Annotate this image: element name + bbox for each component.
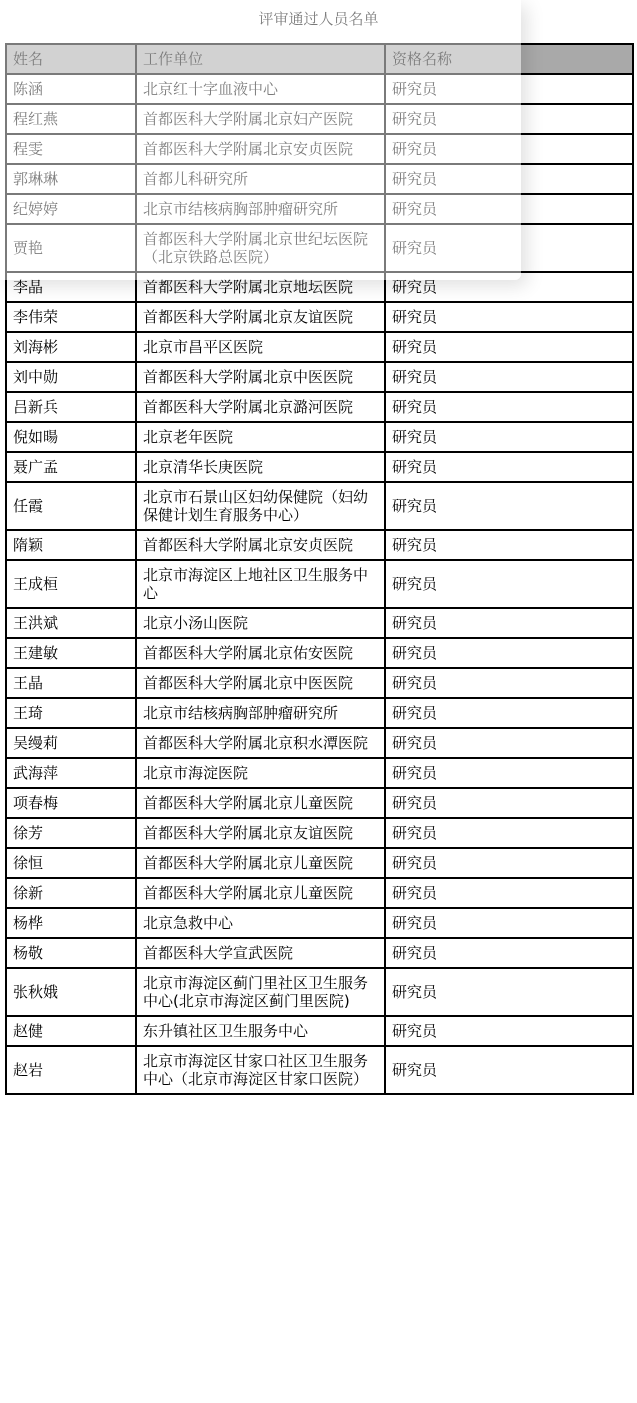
cell-qualification: 研究员 <box>385 164 633 194</box>
cell-name: 徐新 <box>6 878 136 908</box>
cell-unit: 首都医科大学附属北京友谊医院 <box>136 818 385 848</box>
cell-unit: 首都医科大学附属北京儿童医院 <box>136 788 385 818</box>
cell-unit: 北京小汤山医院 <box>136 608 385 638</box>
cell-name: 王成桓 <box>6 560 136 608</box>
cell-qualification: 研究员 <box>385 1016 633 1046</box>
cell-unit: 首都医科大学附属北京地坛医院 <box>136 272 385 302</box>
cell-unit: 首都医科大学附属北京友谊医院 <box>136 302 385 332</box>
cell-name: 赵岩 <box>6 1046 136 1094</box>
table-row <box>6 392 633 422</box>
table-row <box>6 638 633 668</box>
cell-name: 聂广孟 <box>6 452 136 482</box>
cell-qualification: 研究员 <box>385 272 633 302</box>
cell-unit: 首都医科大学附属北京儿童医院 <box>136 878 385 908</box>
cell-qualification: 研究员 <box>385 908 633 938</box>
cell-unit: 北京市结核病胸部肿瘤研究所 <box>136 698 385 728</box>
cell-unit: 北京市海淀区蓟门里社区卫生服务中心(北京市海淀区蓟门里医院) <box>136 968 385 1016</box>
cell-name: 程红燕 <box>6 104 136 134</box>
column-header-name: 姓名 <box>6 44 136 74</box>
cell-unit: 首都医科大学附属北京安贞医院 <box>136 530 385 560</box>
cell-qualification: 研究员 <box>385 74 633 104</box>
cell-name: 项春梅 <box>6 788 136 818</box>
table-row <box>6 818 633 848</box>
table-row <box>6 1046 633 1094</box>
table-row <box>6 668 633 698</box>
cell-qualification: 研究员 <box>385 422 633 452</box>
table-row <box>6 908 633 938</box>
cell-qualification: 研究员 <box>385 104 633 134</box>
table-row <box>6 938 633 968</box>
cell-qualification: 研究员 <box>385 878 633 908</box>
table-row <box>6 362 633 392</box>
cell-name: 程雯 <box>6 134 136 164</box>
table-row <box>6 332 633 362</box>
cell-name: 隋颖 <box>6 530 136 560</box>
cell-qualification: 研究员 <box>385 530 633 560</box>
cell-qualification: 研究员 <box>385 638 633 668</box>
cell-name: 吴缦莉 <box>6 728 136 758</box>
cell-qualification: 研究员 <box>385 1046 633 1094</box>
cell-unit: 北京清华长庚医院 <box>136 452 385 482</box>
table-row <box>6 482 633 530</box>
cell-unit: 首都医科大学附属北京积水潭医院 <box>136 728 385 758</box>
cell-unit: 北京市海淀区上地社区卫生服务中心 <box>136 560 385 608</box>
column-header-unit: 工作单位 <box>136 44 385 74</box>
cell-qualification: 研究员 <box>385 968 633 1016</box>
cell-name: 王琦 <box>6 698 136 728</box>
table-row <box>6 968 633 1016</box>
cell-name: 王洪斌 <box>6 608 136 638</box>
cell-name: 郭琳琳 <box>6 164 136 194</box>
cell-name: 王晶 <box>6 668 136 698</box>
cell-qualification: 研究员 <box>385 698 633 728</box>
cell-qualification: 研究员 <box>385 194 633 224</box>
cell-name: 徐芳 <box>6 818 136 848</box>
table-row <box>6 848 633 878</box>
cell-unit: 首都医科大学附属北京安贞医院 <box>136 134 385 164</box>
cell-name: 杨桦 <box>6 908 136 938</box>
cell-unit: 首都儿科研究所 <box>136 164 385 194</box>
cell-name: 徐恒 <box>6 848 136 878</box>
cell-unit: 北京急救中心 <box>136 908 385 938</box>
cell-unit: 首都医科大学附属北京中医医院 <box>136 362 385 392</box>
cell-unit: 北京市海淀医院 <box>136 758 385 788</box>
cell-qualification: 研究员 <box>385 392 633 422</box>
cell-qualification: 研究员 <box>385 668 633 698</box>
cell-qualification: 研究员 <box>385 224 633 272</box>
cell-name: 武海萍 <box>6 758 136 788</box>
cell-qualification: 研究员 <box>385 728 633 758</box>
cell-name: 倪如暘 <box>6 422 136 452</box>
cell-qualification: 研究员 <box>385 788 633 818</box>
cell-qualification: 研究员 <box>385 134 633 164</box>
table-row <box>6 878 633 908</box>
cell-name: 赵健 <box>6 1016 136 1046</box>
table-row <box>6 530 633 560</box>
cell-qualification: 研究员 <box>385 608 633 638</box>
cell-name: 杨敬 <box>6 938 136 968</box>
cell-qualification: 研究员 <box>385 848 633 878</box>
table-row <box>6 728 633 758</box>
cell-unit: 北京市结核病胸部肿瘤研究所 <box>136 194 385 224</box>
cell-unit: 首都医科大学附属北京中医医院 <box>136 668 385 698</box>
cell-qualification: 研究员 <box>385 452 633 482</box>
cell-unit: 北京市昌平区医院 <box>136 332 385 362</box>
cell-unit: 北京老年医院 <box>136 422 385 452</box>
table-row <box>6 302 633 332</box>
cell-unit: 首都医科大学附属北京潞河医院 <box>136 392 385 422</box>
cell-name: 陈涵 <box>6 74 136 104</box>
cell-qualification: 研究员 <box>385 362 633 392</box>
cell-name: 李晶 <box>6 272 136 302</box>
cell-name: 张秋娥 <box>6 968 136 1016</box>
table-row <box>6 452 633 482</box>
cell-unit: 首都医科大学附属北京妇产医院 <box>136 104 385 134</box>
cell-name: 王建敏 <box>6 638 136 668</box>
cell-unit: 首都医科大学附属北京儿童医院 <box>136 848 385 878</box>
table-row <box>6 788 633 818</box>
cell-unit: 首都医科大学宣武医院 <box>136 938 385 968</box>
cell-unit: 首都医科大学附属北京世纪坛医院（北京铁路总医院） <box>136 224 385 272</box>
table-row <box>6 422 633 452</box>
table-row <box>6 608 633 638</box>
cell-qualification: 研究员 <box>385 818 633 848</box>
cell-unit: 首都医科大学附属北京佑安医院 <box>136 638 385 668</box>
table-row <box>6 758 633 788</box>
translucent-overlay-card[interactable] <box>0 0 521 280</box>
cell-qualification: 研究员 <box>385 938 633 968</box>
cell-name: 刘中勋 <box>6 362 136 392</box>
table-row <box>6 1016 633 1046</box>
table-row <box>6 698 633 728</box>
cell-qualification: 研究员 <box>385 758 633 788</box>
cell-qualification: 研究员 <box>385 560 633 608</box>
column-header-qualification: 资格名称 <box>385 44 633 74</box>
cell-unit: 北京市海淀区甘家口社区卫生服务中心（北京市海淀区甘家口医院） <box>136 1046 385 1094</box>
cell-unit: 东升镇社区卫生服务中心 <box>136 1016 385 1046</box>
cell-qualification: 研究员 <box>385 332 633 362</box>
cell-name: 贾艳 <box>6 224 136 272</box>
cell-name: 刘海彬 <box>6 332 136 362</box>
cell-qualification: 研究员 <box>385 482 633 530</box>
cell-name: 吕新兵 <box>6 392 136 422</box>
cell-name: 纪婷婷 <box>6 194 136 224</box>
cell-name: 任霞 <box>6 482 136 530</box>
table-row <box>6 560 633 608</box>
cell-name: 李伟荣 <box>6 302 136 332</box>
cell-unit: 北京市石景山区妇幼保健院（妇幼保健计划生育服务中心） <box>136 482 385 530</box>
cell-unit: 北京红十字血液中心 <box>136 74 385 104</box>
page-title: 评审通过人员名单 <box>258 10 379 28</box>
cell-qualification: 研究员 <box>385 302 633 332</box>
